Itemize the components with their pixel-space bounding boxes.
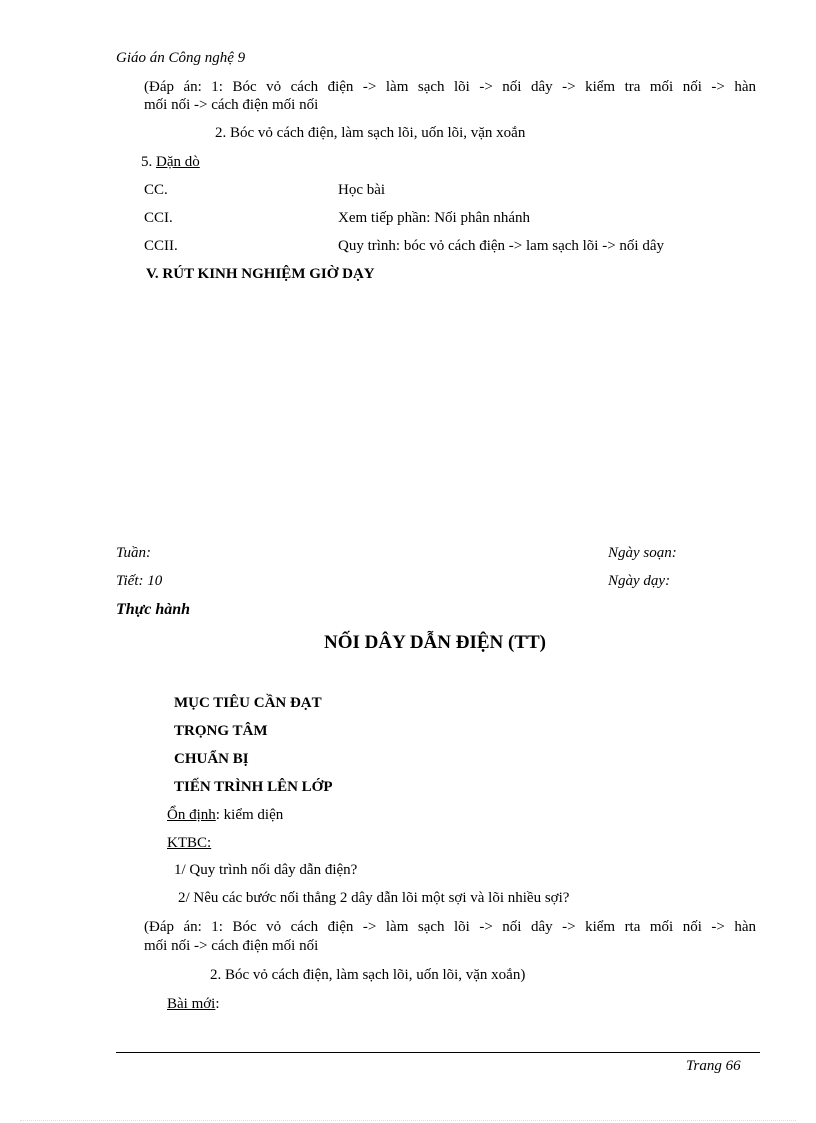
lesson-title: NỐI DÂY DẪN ĐIỆN (TT) <box>323 632 547 653</box>
new-lesson-suffix: : <box>215 996 220 1012</box>
heading-procedure: TIẾN TRÌNH LÊN LỚP <box>174 779 333 795</box>
homework-label: Dặn dò <box>156 154 200 170</box>
document-header: Giáo án Công nghệ 9 <box>116 50 246 66</box>
homework-text-3: Quy trình: bóc vỏ cách điện -> lam sạch lõi -> nối dây <box>338 238 665 254</box>
stabilize-text: : kiểm diện <box>215 807 284 823</box>
answer-line-2: mối nối -> cách điện mối nối <box>144 97 319 113</box>
heading-objectives: MỤC TIÊU CẦN ĐẠT <box>174 695 322 711</box>
stabilize-line <box>167 806 283 824</box>
lesson-type: Thực hành <box>116 601 191 618</box>
homework-text-1: Học bài <box>338 182 386 198</box>
homework-heading <box>141 153 200 171</box>
homework-marker-2: CCI. <box>144 210 173 226</box>
homework-number: 5. <box>141 154 153 170</box>
week-label: Tuần: <box>116 545 152 561</box>
heading-focus: TRỌNG TÂM <box>174 723 268 739</box>
check-label: KTBC: <box>167 835 212 851</box>
lesson-answer-line-1: (Đáp án: 1: Bóc vỏ cách điện -> làm sạch lõi -> nối dây -> kiểm rta mối nối -> hàn <box>144 919 756 935</box>
heading-preparation: CHUẨN BỊ <box>174 751 249 767</box>
page-bottom-border <box>20 1120 796 1121</box>
stabilize-label: Ổn định <box>167 807 216 823</box>
lesson-answer-line-3: 2. Bóc vỏ cách điện, làm sạch lõi, uốn lõi, vặn xoắn) <box>210 967 526 983</box>
page-number: Trang 66 <box>686 1058 741 1074</box>
prep-date-label: Ngày soạn: <box>608 545 677 561</box>
period-label: Tiết: 10 <box>116 573 163 589</box>
reflection-heading: V. RÚT KINH NGHIỆM GIỜ DẠY <box>146 266 375 282</box>
question-1: 1/ Quy trình nối dây dẫn điện? <box>174 862 358 878</box>
new-lesson-label: Bài mới <box>167 996 216 1012</box>
teach-date-label: Ngày dạy: <box>608 573 671 589</box>
footer-rule <box>116 1052 760 1053</box>
homework-marker-3: CCII. <box>144 238 178 254</box>
answer-line-3: 2. Bóc vỏ cách điện, làm sạch lõi, uốn lõi, vặn xoắn <box>215 125 526 141</box>
homework-marker-1: CC. <box>144 182 168 198</box>
lesson-answer-line-2: mối nối -> cách điện mối nối <box>144 938 319 954</box>
new-lesson-line <box>167 995 220 1013</box>
question-2: 2/ Nêu các bước nối thẳng 2 dây dẫn lõi một sợi và lõi nhiều sợi? <box>178 890 570 906</box>
answer-line-1: (Đáp án: 1: Bóc vỏ cách điện -> làm sạch lõi -> nối dây -> kiểm tra mối nối -> hàn <box>144 79 756 95</box>
homework-text-2: Xem tiếp phần: Nối phân nhánh <box>338 210 531 226</box>
